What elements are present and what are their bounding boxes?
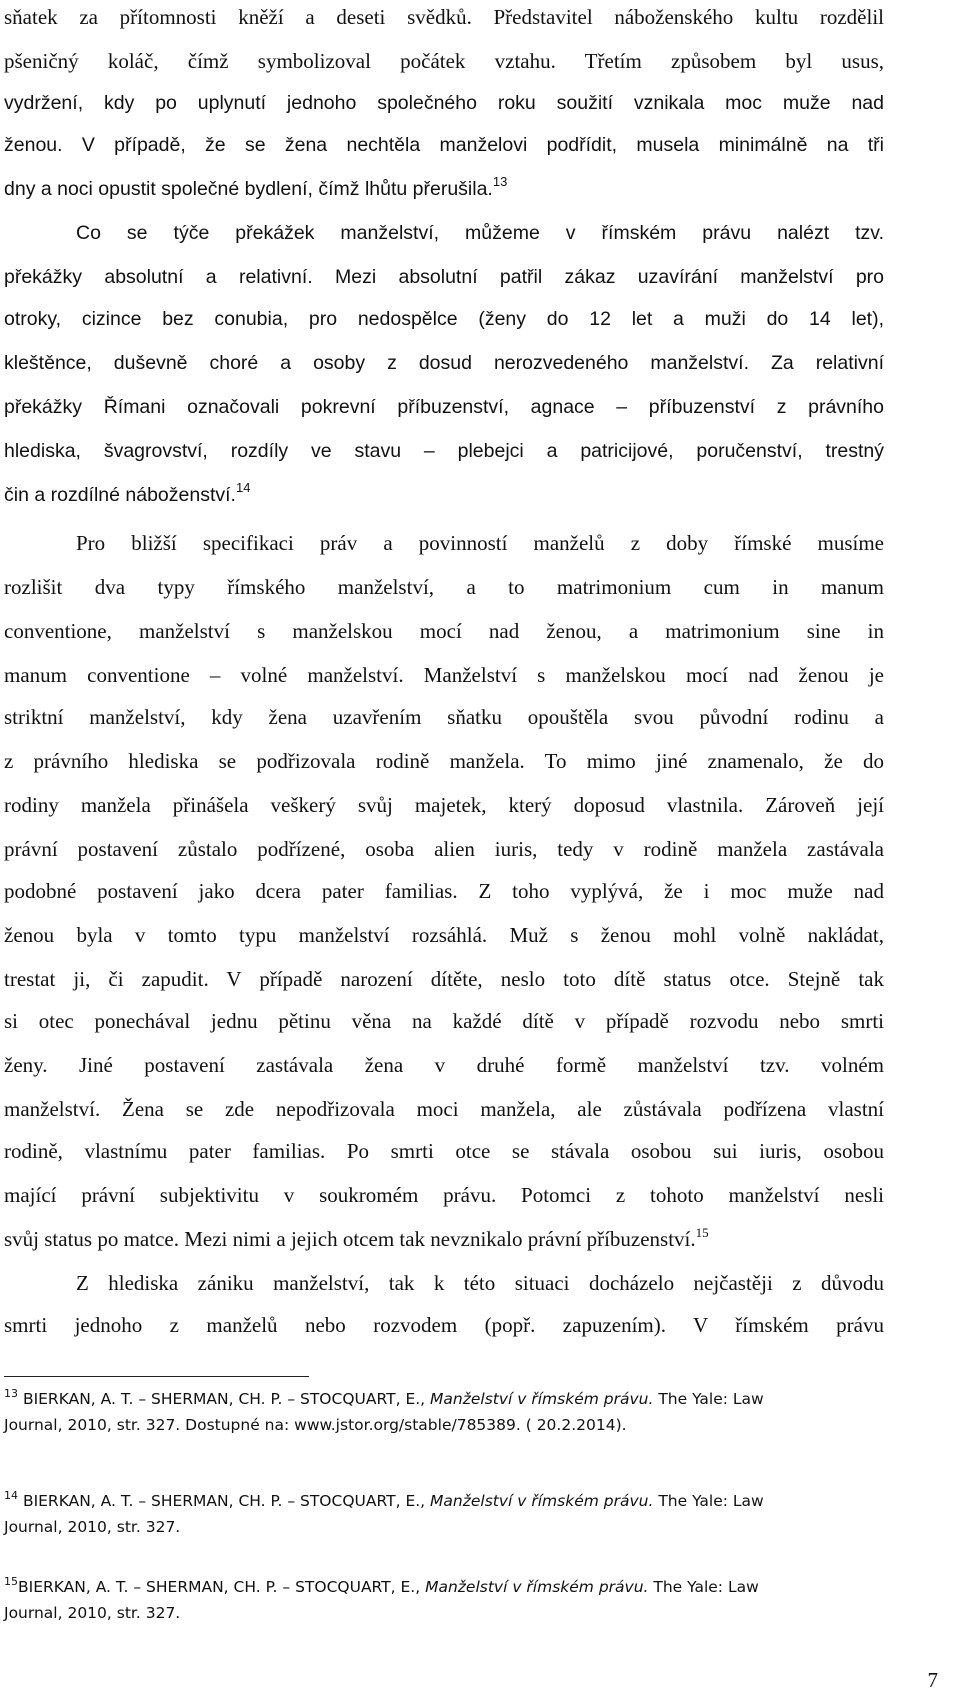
text-line	[4, 964, 884, 994]
text-line	[4, 392, 884, 422]
text-line	[4, 572, 884, 602]
text-line	[4, 616, 884, 646]
text-line	[4, 2, 884, 32]
footnote-ref: 15	[695, 1225, 709, 1240]
line-text: kleštěnce, duševně choré a osoby z dosud nerozvedeného manželství. Za relativní	[4, 352, 884, 374]
line-text: conventione, manželství s manželskou mocí nad ženou, a matrimonium sine in	[4, 619, 884, 643]
text-line	[4, 1180, 884, 1210]
text-line	[4, 348, 884, 378]
line-text: svůj status po matce. Mezi nimi a jejich otcem tak nevznikalo právní příbuzenství.	[4, 1227, 696, 1251]
footnote-continuation: Journal, 2010, str. 327. Dostupné na: www.jstor.org/stable/785389. ( 20.2.2014).	[4, 1416, 627, 1434]
line-text: pšeničný koláč, čímž symbolizoval počátek vztahu. Třetím způsobem byl usus,	[4, 49, 884, 73]
footnote-continuation: Journal, 2010, str. 327.	[4, 1518, 181, 1536]
line-text: sňatek za přítomnosti kněží a deseti svědků. Představitel náboženského kultu rozdělil	[4, 5, 884, 29]
line-text: dny a noci opustit společné bydlení, čímž lhůtu přerušila.	[4, 178, 493, 200]
footnote-title: Manželství v římském právu.	[425, 1578, 649, 1596]
text-line	[4, 1268, 884, 1298]
text-line	[4, 876, 884, 906]
text-line	[4, 1224, 884, 1254]
footnote-authors: BIERKAN, A. T. – SHERMAN, CH. P. – STOCQUART, E.,	[22, 1390, 431, 1408]
footnote-authors: BIERKAN, A. T. – SHERMAN, CH. P. – STOCQUART, E.,	[18, 1578, 426, 1596]
line-text: vydržení, kdy po uplynutí jednoho společného roku soužití vznikala moc muže nad	[4, 92, 884, 114]
text-line	[4, 1136, 884, 1166]
line-text: z právního hlediska se podřizovala rodině manžela. To mimo jiné znamenalo, že do	[4, 749, 884, 773]
line-text: rozlišit dva typy římského manželství, a to matrimonium cum in manum	[4, 575, 884, 599]
line-text: Co se týče překážek manželství, můžeme v římském právu nalézt tzv.	[76, 222, 884, 244]
line-text: smrti jednoho z manželů nebo rozvodem (popř. zapuzením). V římském právu	[4, 1313, 884, 1337]
footnote-publisher: The Yale: Law	[653, 1492, 764, 1510]
line-text: podobné postavení jako dcera pater familias. Z toho vyplývá, že i moc muže nad	[4, 879, 884, 903]
text-line	[4, 702, 884, 732]
text-line	[4, 88, 884, 118]
footnote-publisher: The Yale: Law	[648, 1578, 759, 1596]
text-line	[4, 660, 884, 690]
line-text: překážky Římani označovali pokrevní příbuzenství, agnace – příbuzenství z právního	[4, 396, 884, 418]
footnote-publisher: The Yale: Law	[653, 1390, 764, 1408]
line-text: ženou byla v tomto typu manželství rozsáhlá. Muž s ženou mohl volně nakládat,	[4, 923, 884, 947]
line-text: si otec ponechával jednu pětinu věna na každé dítě v případě rozvodu nebo smrti	[4, 1009, 884, 1033]
footnote-number: 13	[4, 1387, 18, 1400]
footnote-ref: 14	[235, 480, 251, 495]
line-text: Z hlediska zániku manželství, tak k této situaci docházelo nejčastěji z důvodu	[76, 1271, 884, 1295]
line-text: striktní manželství, kdy žena uzavřením sňatku opouštěla svou původní rodinu a	[4, 705, 884, 729]
footnote-authors: BIERKAN, A. T. – SHERMAN, CH. P. – STOCQUART, E.,	[22, 1492, 431, 1510]
text-line	[4, 746, 884, 776]
line-text: otroky, cizince bez conubia, pro nedospělce (ženy do 12 let a muži do 14 let),	[4, 308, 884, 330]
footnote-ref: 13	[492, 174, 508, 189]
footnote-title: Manželství v římském právu.	[430, 1492, 654, 1510]
text-line	[4, 790, 884, 820]
line-text: rodině, vlastnímu pater familias. Po smrti otce se stávala osobou sui iuris, osobou	[4, 1139, 884, 1163]
line-text: manželství. Žena se zde nepodřizovala moci manžela, ale zůstávala podřízena vlastní	[4, 1097, 884, 1121]
footnote-separator	[4, 1376, 309, 1377]
footnote-continuation: Journal, 2010, str. 327.	[4, 1604, 181, 1622]
line-text: mající právní subjektivitu v soukromém právu. Potomci z tohoto manželství nesli	[4, 1183, 884, 1207]
text-line	[4, 218, 884, 248]
line-text: manum conventione – volné manželství. Manželství s manželskou mocí nad ženou je	[4, 663, 884, 687]
text-line	[4, 834, 884, 864]
line-text: čin a rozdílné náboženství.	[4, 484, 236, 506]
footnote-number: 14	[4, 1489, 18, 1502]
text-line	[4, 46, 884, 76]
line-text: Pro bližší specifikaci práv a povinností manželů z doby římské musíme	[76, 531, 884, 555]
text-line	[4, 1006, 884, 1036]
text-line	[4, 304, 884, 334]
text-line	[4, 262, 884, 292]
footnote	[4, 1488, 884, 1540]
text-line	[4, 1094, 884, 1124]
text-line	[4, 480, 884, 510]
footnote	[4, 1386, 884, 1438]
text-line	[4, 130, 884, 160]
line-text: ženou. V případě, že se žena nechtěla manželovi podřídit, musela minimálně na tři	[4, 134, 884, 156]
page-number: 7	[927, 1668, 938, 1692]
line-text: rodiny manžela přinášela veškerý svůj majetek, který doposud vlastnila. Zároveň její	[4, 793, 884, 817]
text-line	[4, 528, 884, 558]
line-text: překážky absolutní a relativní. Mezi absolutní patřil zákaz uzavírání manželství pro	[4, 266, 884, 288]
line-text: trestat ji, či zapudit. V případě narození dítěte, neslo toto dítě status otce. Stejně tak	[4, 967, 884, 991]
footnote-number: 15	[4, 1575, 18, 1588]
text-line	[4, 1050, 884, 1080]
footnote	[4, 1574, 884, 1626]
line-text: hlediska, švagrovství, rozdíly ve stavu – plebejci a patricijové, poručenství, trestný	[4, 440, 884, 462]
text-line	[4, 1310, 884, 1340]
footnote-title: Manželství v římském právu.	[430, 1390, 654, 1408]
text-line	[4, 174, 884, 204]
line-text: ženy. Jiné postavení zastávala žena v druhé formě manželství tzv. volném	[4, 1053, 884, 1077]
text-line	[4, 436, 884, 466]
text-line	[4, 920, 884, 950]
line-text: právní postavení zůstalo podřízené, osoba alien iuris, tedy v rodině manžela zastávala	[4, 837, 884, 861]
